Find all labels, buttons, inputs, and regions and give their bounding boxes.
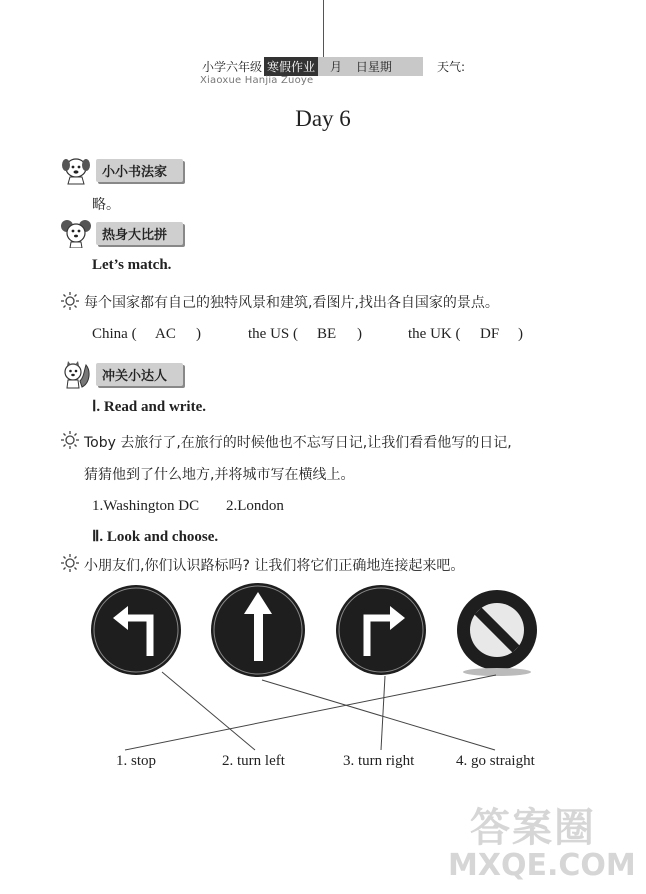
section1-content: 略。 — [92, 197, 120, 213]
answer-us-label: the US ( — [248, 326, 298, 342]
watermark-top: 答案圈 — [470, 805, 596, 851]
stop-sign-icon — [457, 590, 537, 676]
section-label: 热身大比拼 — [96, 222, 183, 245]
header-weather: 天气: — [437, 59, 466, 74]
label-stop: 1. stop — [116, 753, 157, 769]
header-divider — [323, 0, 324, 58]
part2-heading: Ⅱ. Look and choose. — [92, 529, 219, 545]
answer-uk-label: the UK ( — [408, 326, 461, 342]
header-book: 寒假作业 — [264, 57, 318, 76]
section-challenge — [60, 359, 183, 389]
answer-china-value: AC — [155, 326, 176, 342]
answer-uk-close: ) — [518, 326, 523, 342]
answer-china-label: China ( — [92, 326, 137, 342]
star-bullet-icon — [60, 553, 80, 573]
section-warmup — [60, 218, 183, 248]
header-pinyin: Xiaoxue Hanjia Zuoye — [200, 75, 314, 86]
section2-instruction: 每个国家都有自己的独特风景和建筑,看图片,找出各自国家的景点。 — [84, 295, 499, 311]
go-straight-sign-icon — [211, 583, 305, 677]
turn-left-sign-icon — [91, 585, 181, 675]
label-turn-right: 3. turn right — [343, 753, 415, 769]
section-label: 小小书法家 — [96, 159, 183, 182]
star-bullet-icon — [60, 291, 80, 311]
dog-mascot-icon — [60, 155, 92, 185]
turn-right-sign-icon — [336, 585, 426, 675]
road-signs-exercise — [0, 580, 646, 780]
watermark-bottom: MXQE.COM — [448, 848, 636, 883]
part1-heading: Ⅰ. Read and write. — [92, 399, 207, 415]
part1-answer-2: 2.London — [226, 498, 284, 514]
part1-answer-1: 1.Washington DC — [92, 498, 200, 514]
section-calligraphy — [60, 155, 183, 185]
answer-us-close: ) — [357, 326, 362, 342]
part1-instruction-line2: 猜猜他到了什么地方,并将城市写在横线上。 — [84, 467, 355, 483]
mouse-mascot-icon — [60, 218, 92, 248]
answer-us-value: BE — [317, 326, 337, 342]
answer-china-close: ) — [196, 326, 201, 342]
matching-lines — [125, 672, 496, 750]
page-title: Day 6 — [295, 106, 351, 131]
section2-heading: Let’s match. — [92, 257, 172, 273]
star-bullet-icon — [60, 430, 80, 450]
page-header — [200, 57, 465, 75]
part1-instruction-line1: Toby 去旅行了,在旅行的时候他也不忘写日记,让我们看看他写的日记, — [84, 435, 512, 451]
squirrel-mascot-icon — [60, 359, 92, 389]
label-turn-left: 2. turn left — [222, 753, 285, 769]
header-grade: 小学六年级 — [202, 59, 263, 74]
section-label: 冲关小达人 — [96, 363, 183, 386]
answer-uk-value: DF — [480, 326, 500, 342]
label-go-straight: 4. go straight — [456, 753, 535, 769]
header-date: 月 日星期 — [318, 57, 423, 76]
part2-instruction: 小朋友们,你们认识路标吗? 让我们将它们正确地连接起来吧。 — [84, 558, 465, 574]
